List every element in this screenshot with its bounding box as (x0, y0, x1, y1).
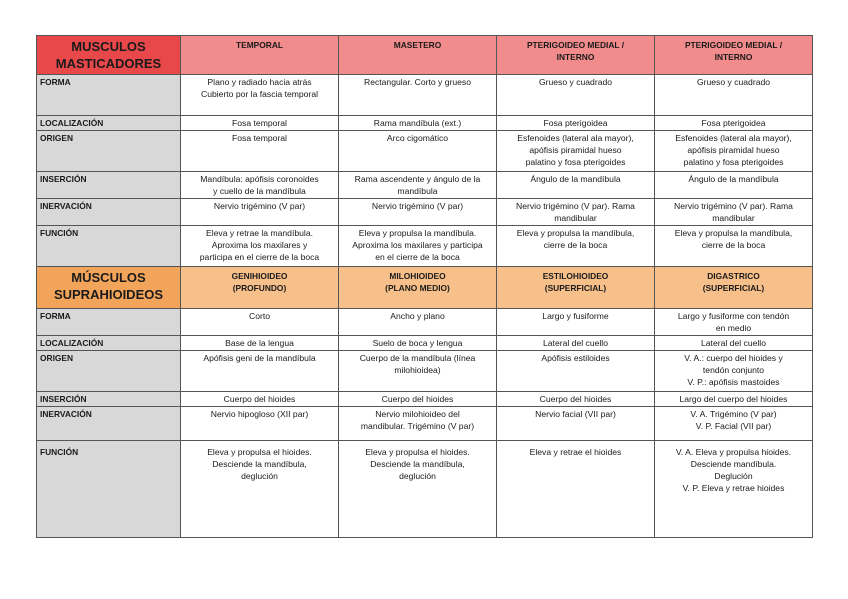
table-cell: Esfenoides (lateral ala mayor), apófisis piramidal hueso palatino y fosa pterigoides (655, 131, 813, 172)
column-header-pterigoideo-2: PTERIGOIDEO MEDIAL / INTERNO (655, 36, 813, 75)
table-cell: Corto (181, 309, 339, 336)
table-row (37, 116, 813, 131)
table-cell: Eleva y retrae la mandíbula. Aproxima los maxilares y participa en el cierre de la boca (181, 226, 339, 267)
table-row (37, 309, 813, 336)
table-cell: Nervio trigémino (V par) (181, 199, 339, 226)
column-header-digastrico: DIGASTRICO (SUPERFICIAL) (655, 267, 813, 309)
table-row (37, 131, 813, 172)
table-cell: Nervio trigémino (V par) (339, 199, 497, 226)
table-cell: Apófisis geni de la mandíbula (181, 351, 339, 392)
table-cell: Largo y fusiforme (497, 309, 655, 336)
table-cell: Eleva y propulsa la mandíbula, cierre de la boca (497, 226, 655, 267)
table-cell: V. A. Trigémino (V par) V. P. Facial (VII par) (655, 407, 813, 441)
table-cell: V. A. Eleva y propulsa hioides. Desciende mandíbula. Deglución V. P. Eleva y retrae hioides (655, 441, 813, 538)
table-cell: Eleva y propulsa el hioides. Desciende la mandíbula, deglución (181, 441, 339, 538)
table-cell: Rama ascendente y ángulo de la mandíbula (339, 172, 497, 199)
table-row (37, 199, 813, 226)
masticadores-header-row (37, 36, 813, 75)
table-cell: Eleva y propulsa la mandíbula, cierre de la boca (655, 226, 813, 267)
suprahioideos-title: MÚSCULOS SUPRAHIOIDEOS (37, 267, 181, 309)
table-cell: Apófisis estiloides (497, 351, 655, 392)
table-cell: Eleva y propulsa la mandíbula. Aproxima los maxilares y participa en el cierre de la boca (339, 226, 497, 267)
row-label: LOCALIZACIÓN (37, 116, 181, 131)
table-cell: Nervio trigémino (V par). Rama mandibular (497, 199, 655, 226)
table-cell: Fosa temporal (181, 131, 339, 172)
masticadores-title: MUSCULOS MASTICADORES (37, 36, 181, 75)
table-cell: Nervio trigémino (V par). Rama mandibular (655, 199, 813, 226)
table-cell: Grueso y cuadrado (655, 75, 813, 116)
table-row (37, 172, 813, 199)
table-cell: Fosa pterigoidea (497, 116, 655, 131)
table-cell: Rama mandíbula (ext.) (339, 116, 497, 131)
table-cell: Fosa pterigoidea (655, 116, 813, 131)
row-label: FORMA (37, 309, 181, 336)
row-label: INSERCIÓN (37, 172, 181, 199)
table-cell: Rectangular. Corto y grueso (339, 75, 497, 116)
table-cell: Cuerpo del hioides (497, 392, 655, 407)
row-label: INSERCIÓN (37, 392, 181, 407)
suprahioideos-header-row (37, 267, 813, 309)
table-cell: Fosa temporal (181, 116, 339, 131)
table-cell: Eleva y retrae el hioides (497, 441, 655, 538)
table-cell: Base de la lengua (181, 336, 339, 351)
row-label: LOCALIZACIÓN (37, 336, 181, 351)
column-header-masetero: MASETERO (339, 36, 497, 75)
table-cell: Esfenoides (lateral ala mayor), apófisis piramidal hueso palatino y fosa pterigoides (497, 131, 655, 172)
table-cell: V. A.: cuerpo del hioides y tendón conjunto V. P.: apófisis mastoides (655, 351, 813, 392)
column-header-estilohioideo: ESTILOHIOIDEO (SUPERFICIAL) (497, 267, 655, 309)
table-cell: Plano y radiado hacia atrás Cubierto por la fascia temporal (181, 75, 339, 116)
column-header-temporal: TEMPORAL (181, 36, 339, 75)
row-label: FUNCIÓN (37, 441, 181, 538)
row-label: FUNCIÓN (37, 226, 181, 267)
table-cell: Ancho y plano (339, 309, 497, 336)
column-header-pterigoideo-1: PTERIGOIDEO MEDIAL / INTERNO (497, 36, 655, 75)
table-cell: Cuerpo de la mandíbula (línea milohioidea) (339, 351, 497, 392)
row-label: FORMA (37, 75, 181, 116)
table-cell: Nervio hipogloso (XII par) (181, 407, 339, 441)
table-cell: Nervio facial (VII par) (497, 407, 655, 441)
table-row (37, 75, 813, 116)
table-row (37, 336, 813, 351)
table-cell: Cuerpo del hioides (339, 392, 497, 407)
row-label: INERVACIÓN (37, 407, 181, 441)
table-cell: Arco cigomático (339, 131, 497, 172)
table-row (37, 392, 813, 407)
table-cell: Ángulo de la mandíbula (655, 172, 813, 199)
table-row (37, 351, 813, 392)
table-cell: Largo y fusiforme con tendón en medio (655, 309, 813, 336)
table-row (37, 441, 813, 538)
column-header-milohioideo: MILOHIOIDEO (PLANO MEDIO) (339, 267, 497, 309)
table-cell: Suelo de boca y lengua (339, 336, 497, 351)
table-cell: Ángulo de la mandíbula (497, 172, 655, 199)
table-cell: Cuerpo del hioides (181, 392, 339, 407)
table-row (37, 226, 813, 267)
table-cell: Largo del cuerpo del hioides (655, 392, 813, 407)
table-cell: Mandíbula: apófisis coronoides y cuello de la mandíbula (181, 172, 339, 199)
table-cell: Grueso y cuadrado (497, 75, 655, 116)
table-cell: Nervio milohioideo del mandibular. Trigémino (V par) (339, 407, 497, 441)
table-cell: Eleva y propulsa el hioides. Desciende la mandíbula, deglución (339, 441, 497, 538)
muscles-table (36, 35, 813, 538)
table-cell: Lateral del cuello (497, 336, 655, 351)
column-header-genihioideo: GENIHIOIDEO (PROFUNDO) (181, 267, 339, 309)
row-label: ORIGEN (37, 131, 181, 172)
row-label: ORIGEN (37, 351, 181, 392)
table-cell: Lateral del cuello (655, 336, 813, 351)
table-row (37, 407, 813, 441)
row-label: INERVACIÓN (37, 199, 181, 226)
